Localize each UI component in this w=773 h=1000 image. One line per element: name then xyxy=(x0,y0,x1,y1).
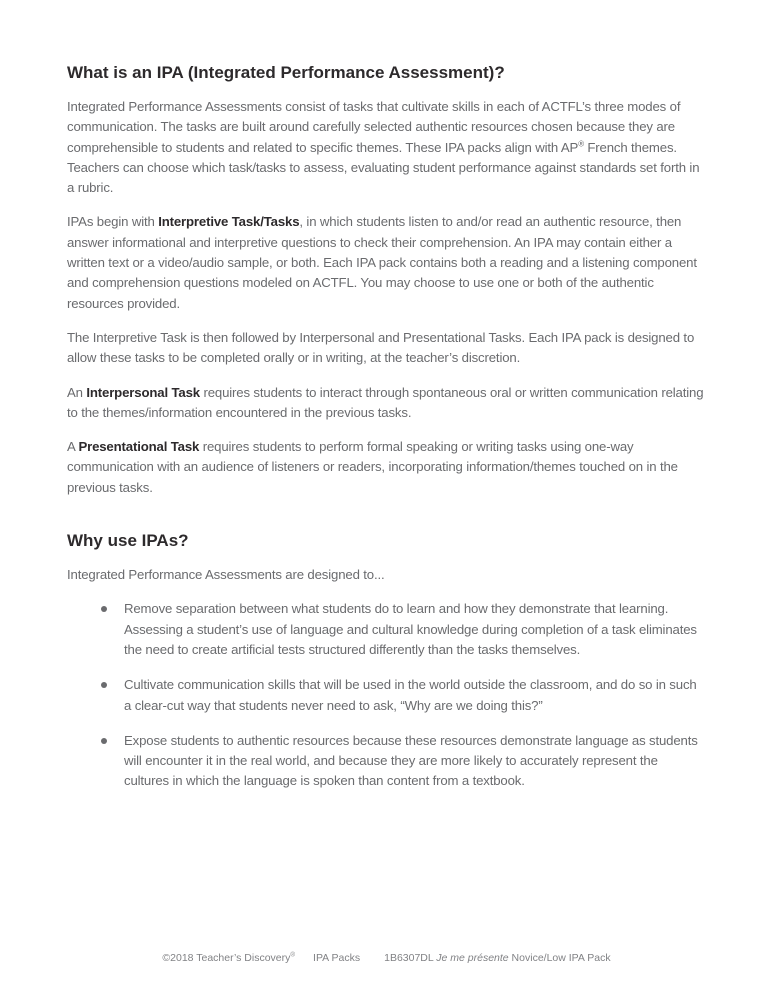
section-heading-what-is-ipa: What is an IPA (Integrated Performance Assessment)? xyxy=(67,63,505,82)
section-heading-why-use-ipas: Why use IPAs? xyxy=(67,531,189,551)
paragraph xyxy=(67,97,706,198)
paragraph xyxy=(67,437,706,498)
list-item xyxy=(67,675,706,716)
text-run: ©2018 Teacher’s Discovery xyxy=(162,952,291,964)
superscript-text: ® xyxy=(290,951,296,959)
paragraph xyxy=(67,328,706,369)
bullet-text: Cultivate communication skills that will be used in the world outside the classroom, and do so in such a clear-cut way that students never need to ask, “Why are we doing this?” xyxy=(124,677,697,713)
bold-text: Presentational Task xyxy=(78,439,200,455)
text-run: requires students to perform formal speaking or writing tasks using one-way communication with an audience of listeners or readers, incorporating information/themes touched on in the previous tasks. xyxy=(67,439,678,495)
section-why-use-ipas xyxy=(67,530,706,792)
text-run: Novice/Low IPA Pack xyxy=(508,952,611,964)
text-run: , in which students listen to and/or read an authentic resource, then answer informational and interpretive questions to check their comprehension. An IPA may contain either a written text or a video/audio sample, or both. Each IPA pack contains both a reading and a listening component and comprehension questions modeled on ACTFL. You may choose to use one or both of the authentic resources provided. xyxy=(67,214,697,311)
footer-segment xyxy=(313,952,360,964)
text-run: An xyxy=(67,384,87,400)
text-run: A xyxy=(67,439,79,455)
bullet-list xyxy=(67,599,706,791)
bullet-icon xyxy=(101,738,107,744)
footer-segment xyxy=(384,952,610,964)
text-run: IPAs begin with xyxy=(67,214,159,230)
bullet-icon xyxy=(101,682,107,688)
text-run: IPA Packs xyxy=(313,952,361,964)
text-run: French themes. Teachers can choose which task/tasks to assess, evaluating student performance against standards set forth in a rubric. xyxy=(67,139,700,196)
bullet-text: Remove separation between what students do to learn and how they demonstrate that learning. Assessing a student’s use of language and cultural knowledge during completion of a task eliminates the need to create artificial tests structured differently than the tasks themselves. xyxy=(124,601,697,657)
text-run: The Interpretive Task is then followed by Interpersonal and Presentational Tasks. Each IPA pack is designed to allow these tasks to be completed orally or in writing, at the teacher’s discretion. xyxy=(67,329,695,366)
bold-text: Interpersonal Task xyxy=(86,384,200,400)
page-footer xyxy=(0,952,773,964)
intro-paragraph: Integrated Performance Assessments are designed to... xyxy=(67,567,385,583)
bullet-icon xyxy=(101,606,107,612)
text-run: requires students to interact through spontaneous oral or written communication relating to the themes/information encountered in the previous tasks. xyxy=(67,384,704,420)
paragraph xyxy=(67,212,706,313)
text-run: Integrated Performance Assessments consist of tasks that cultivate skills in each of ACTFL’s three modes of communication. The tasks are built around carefully selected authentic resources chosen because they are comprehensible to students and related to specific themes. These IPA packs align with AP xyxy=(67,99,681,155)
footer-segment xyxy=(162,952,295,964)
paragraph xyxy=(67,383,706,424)
bullet-text: Expose students to authentic resources because these resources demonstrate language as students will encounter it in the real world, and because they are more likely to accurately represent the cultures in which the language is spoken than content from a textbook. xyxy=(124,732,698,789)
section-what-is-ipa xyxy=(67,62,706,498)
italic-text: Je me présente xyxy=(436,952,509,964)
list-item xyxy=(67,731,706,792)
superscript-text: ® xyxy=(578,139,584,149)
text-run: 1B6307DL xyxy=(384,952,437,964)
bold-text: Interpretive Task/Tasks xyxy=(158,214,300,230)
list-item xyxy=(67,599,706,660)
section-paragraphs xyxy=(67,97,706,498)
